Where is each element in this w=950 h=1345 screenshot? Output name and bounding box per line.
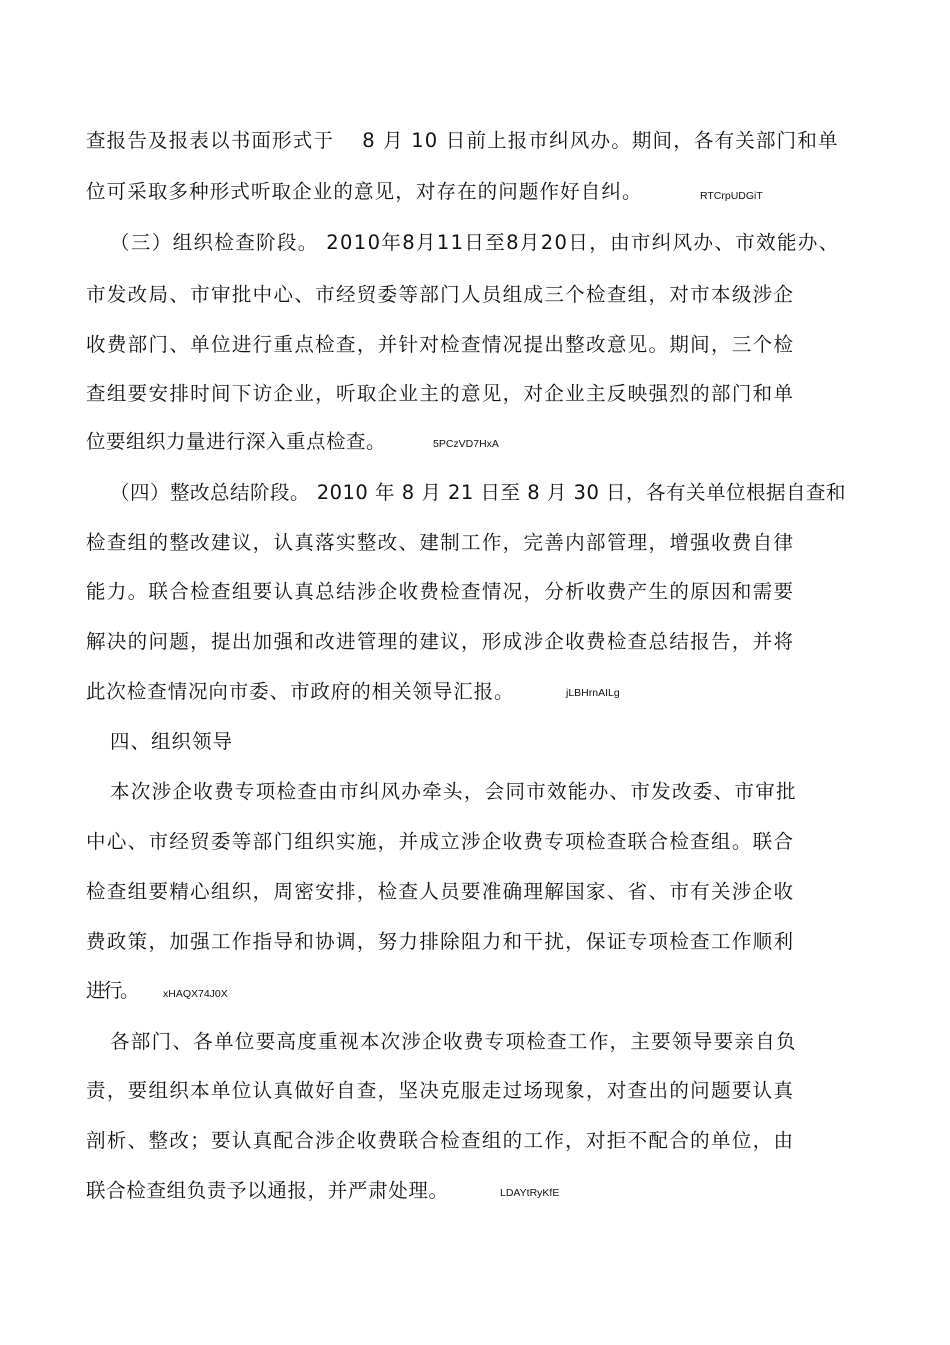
text-line: 检查组要精心组织，周密安排，检查人员要准确理解国家、省、市有关涉企收	[86, 880, 795, 903]
text-line: 位可采取多种形式听取企业的意见，对存在的问题作好自纠。	[86, 180, 643, 203]
text-line: 剖析、整改；要认真配合涉企收费联合检查组的工作，对拒不配合的单位，由	[86, 1129, 795, 1152]
text-line: 费政策，加强工作指导和协调，努力排除阻力和干扰，保证专项检查工作顺利	[86, 930, 795, 953]
watermark-code: jLBHrnAILg	[566, 687, 620, 699]
text-line: 联合检查组负责予以通报，并严肃处理。	[86, 1179, 449, 1202]
text-line: 进行。	[86, 979, 138, 1002]
section-heading: 四、组织领导	[110, 730, 234, 753]
text-line: （三）组织检查阶段。 2010年8月11日至8月20日，由市纠风办、市效能办、	[110, 231, 840, 254]
text-line: 检查组的整改建议，认真落实整改、建制工作，完善内部管理，增强收费自律	[86, 531, 795, 554]
text-line: 位要组织力量进行深入重点检查。	[86, 430, 387, 453]
text-line: 本次涉企收费专项检查由市纠风办牵头，会同市效能办、市发改委、市审批	[110, 780, 797, 803]
text-line: 收费部门、单位进行重点检查，并针对检查情况提出整改意见。期间，三个检	[86, 333, 795, 356]
watermark-code: RTCrpUDGiT	[700, 190, 763, 202]
text-line: 查报告及报表以书面形式于 8 月 10 日前上报市纠风办。期间，各有关部门和单	[86, 129, 839, 152]
text-line: 解决的问题，提出加强和改进管理的建议，形成涉企收费检查总结报告，并将	[86, 630, 795, 653]
watermark-code: LDAYtRyKfE	[500, 1187, 560, 1199]
text-line: 查组要安排时间下访企业，听取企业主的意见，对企业主反映强烈的部门和单	[86, 382, 795, 405]
text-line: 能力。联合检查组要认真总结涉企收费检查情况，分析收费产生的原因和需要	[86, 580, 795, 603]
text-line: 市发改局、市审批中心、市经贸委等部门人员组成三个检查组，对市本级涉企	[86, 283, 795, 306]
text-line: （四）整改总结阶段。 2010 年 8 月 21 日至 8 月 30 日，各有关单位根据自查和	[110, 481, 847, 504]
watermark-code: xHAQX74J0X	[163, 988, 228, 1000]
text-line: 中心、市经贸委等部门组织实施，并成立涉企收费专项检查联合检查组。联合	[86, 830, 795, 853]
text-line: 各部门、各单位要高度重视本次涉企收费专项检查工作，主要领导要亲自负	[110, 1030, 797, 1053]
text-line: 责，要组织本单位认真做好自查，坚决克服走过场现象，对查出的问题要认真	[86, 1079, 795, 1102]
text-line: 此次检查情况向市委、市政府的相关领导汇报。	[86, 680, 515, 703]
watermark-code: 5PCzVD7HxA	[433, 438, 499, 450]
